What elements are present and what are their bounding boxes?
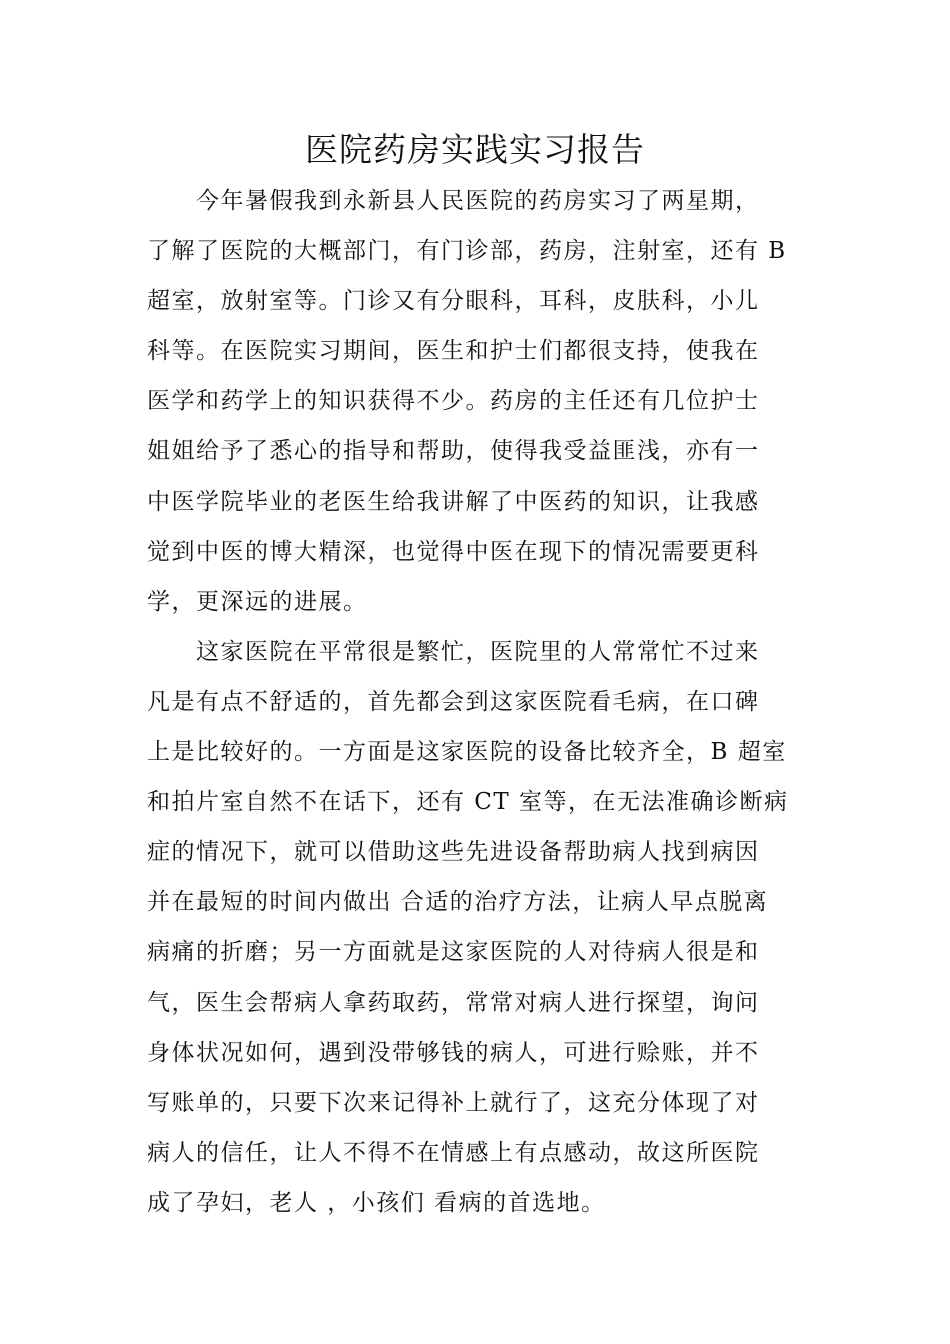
text-line: 医学和药学上的知识获得不少。药房的主任还有几位护士 (147, 388, 760, 415)
text-line: 科等。在医院实习期间，医生和护士们都很支持，使我在 (147, 338, 760, 365)
text-line: 气，医生会帮病人拿药取药，常常对病人进行探望，询问 (147, 989, 760, 1016)
text-line: 并在最短的时间内做出 合适的治疗方法，让病人早点脱离 (147, 889, 769, 916)
text-line: 了解了医院的大概部门，有门诊部，药房，注射室，还有 B (147, 238, 787, 265)
text-line: 病痛的折磨；另一方面就是这家医院的人对待病人很是和 (147, 939, 760, 966)
paragraph-2 (147, 627, 812, 1228)
text-line: 觉到中医的博大精深，也觉得中医在现下的情况需要更科 (147, 538, 760, 565)
text-line: 病人的信任，让人不得不在情感上有点感动，故这所医院 (147, 1139, 760, 1166)
text-line: 超室，放射室等。门诊又有分眼科，耳科，皮肤科，小儿 (147, 288, 760, 315)
text-line: 症的情况下，就可以借助这些先进设备帮助病人找到病因 (147, 839, 760, 866)
text-line: 写账单的，只要下次来记得补上就行了，这充分体现了对 (147, 1089, 760, 1116)
text-line: 上是比较好的。一方面是这家医院的设备比较齐全，B 超室 (147, 739, 787, 766)
text-line: 今年暑假我到永新县人民医院的药房实习了两星期， (196, 188, 760, 214)
text-line: 身体状况如何，遇到没带够钱的病人，可进行赊账，并不 (147, 1039, 760, 1066)
text-line: 姐姐给予了悉心的指导和帮助，使得我受益匪浅，亦有一 (147, 438, 760, 465)
document-title: 医院药房实践实习报告 (305, 130, 645, 169)
text-line: 这家医院在平常很是繁忙，医院里的人常常忙不过来 (196, 638, 760, 665)
paragraph-1 (147, 176, 812, 627)
document-body (147, 176, 812, 1228)
text-line: 凡是有点不舒适的，首先都会到这家医院看毛病，在口碑 (147, 688, 760, 715)
text-line: 学，更深远的进展。 (147, 588, 368, 615)
text-line: 和拍片室自然不在话下，还有 CT 室等，在无法准确诊断病 (147, 789, 789, 816)
text-line: 中医学院毕业的老医生给我讲解了中医药的知识，让我感 (147, 488, 760, 515)
text-line: 成了孕妇，老人 ，小孩们 看病的首选地。 (147, 1189, 606, 1216)
